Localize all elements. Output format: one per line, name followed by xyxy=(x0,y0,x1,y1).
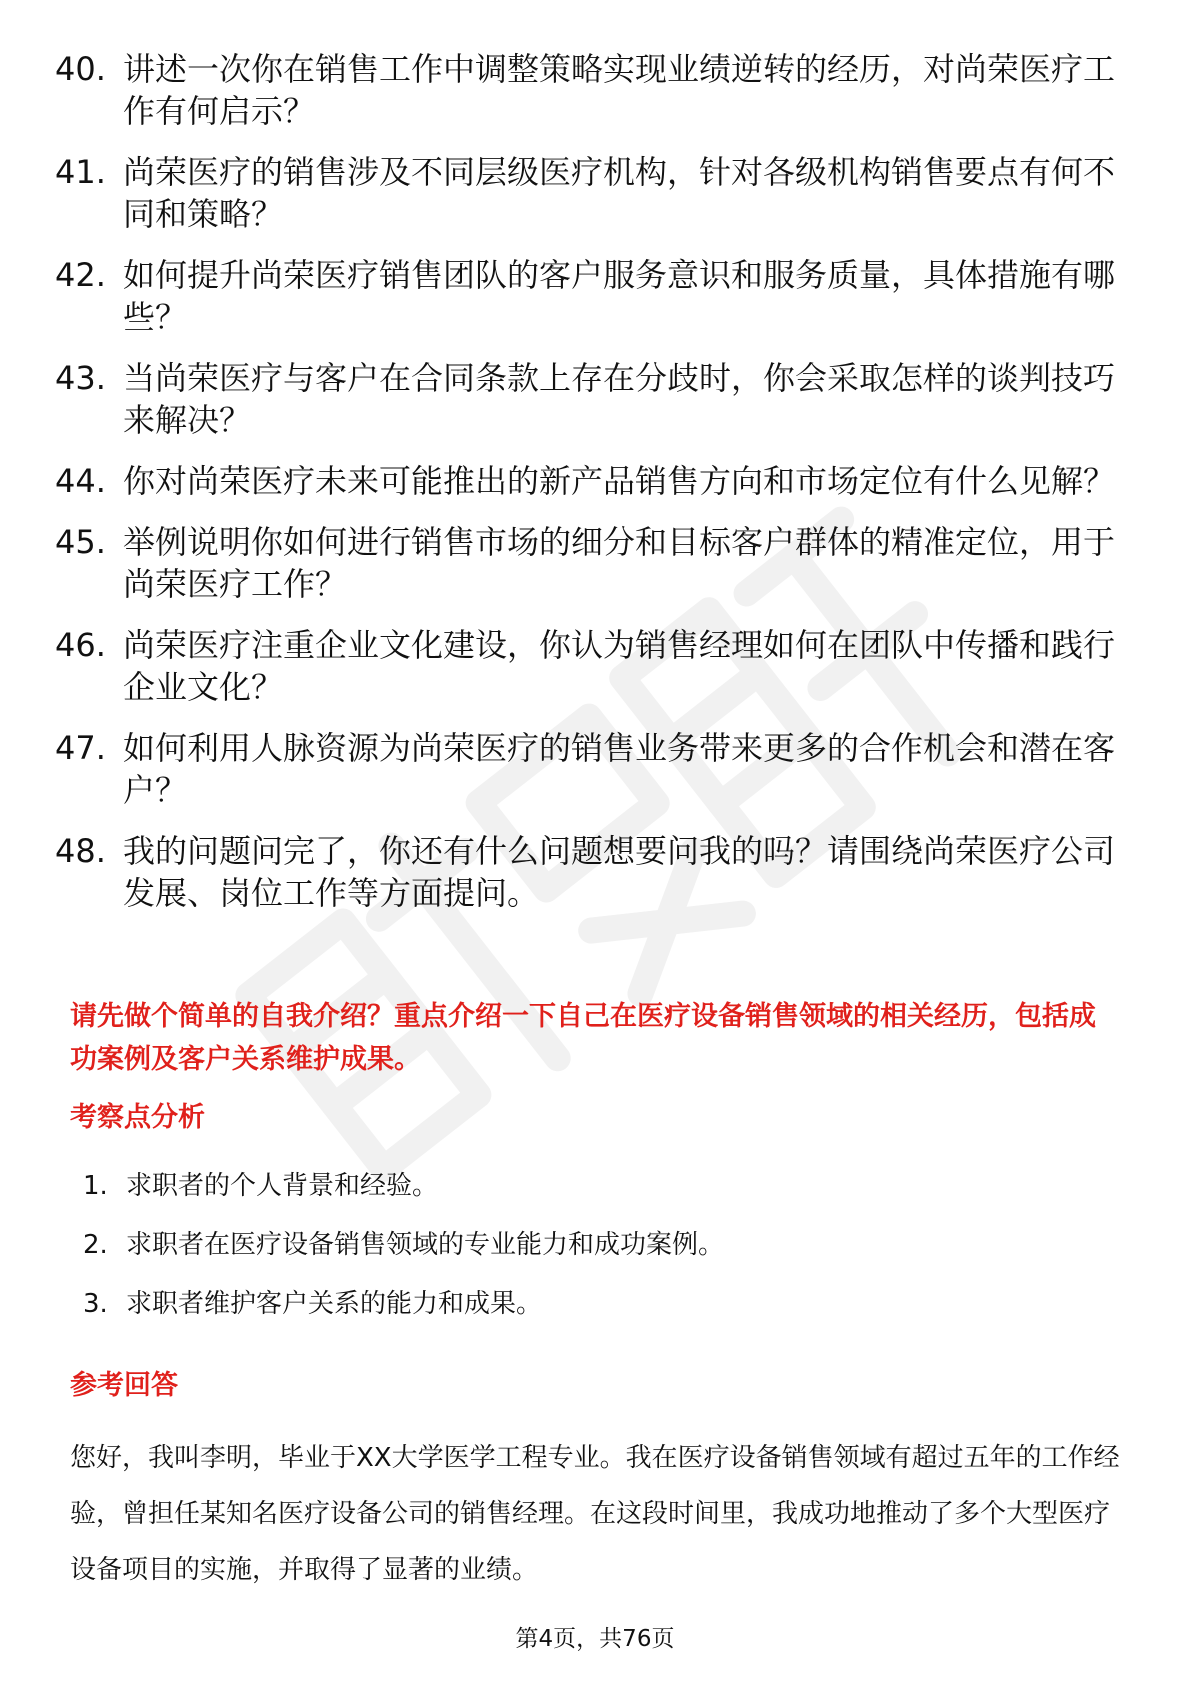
question-text: 如何利用人脉资源为尚荣医疗的销售业务带来更多的合作机会和潜在客户？ xyxy=(123,729,1116,809)
question-item xyxy=(55,48,1115,132)
question-item xyxy=(55,521,1115,605)
question-list xyxy=(55,48,1115,933)
page-footer: 第4页，共76页 xyxy=(515,1626,675,1652)
question-text: 我的问题问完了，你还有什么问题想要问我的吗？请围绕尚荣医疗公司发展、岗位工作等方面提问。 xyxy=(123,832,1116,912)
question-text: 讲述一次你在销售工作中调整策略实现业绩逆转的经历，对尚荣医疗工作有何启示？ xyxy=(123,50,1116,130)
question-text: 你对尚荣医疗未来可能推出的新产品销售方向和市场定位有什么见解？ xyxy=(123,462,1116,500)
question-item xyxy=(55,254,1115,338)
point-text: 求职者维护客户关系的能力和成果。 xyxy=(126,1289,543,1319)
question-number: 45. xyxy=(55,523,106,561)
point-text: 求职者的个人背景和经验。 xyxy=(126,1171,439,1201)
question-item xyxy=(55,460,1115,502)
question-text: 当尚荣医疗与客户在合同条款上存在分歧时，你会采取怎样的谈判技巧来解决？ xyxy=(123,359,1116,439)
question-item xyxy=(55,830,1115,914)
question-text: 尚荣医疗注重企业文化建设，你认为销售经理如何在团队中传播和践行企业文化？ xyxy=(123,626,1116,706)
analysis-points xyxy=(83,1168,1083,1345)
question-item xyxy=(55,151,1115,235)
question-item xyxy=(55,727,1115,811)
question-number: 42. xyxy=(55,256,106,294)
analysis-point xyxy=(83,1286,1083,1322)
point-number: 1. xyxy=(83,1171,108,1201)
point-number: 2. xyxy=(83,1230,108,1260)
analysis-heading: 考察点分析 xyxy=(70,1102,205,1133)
analysis-point xyxy=(83,1227,1083,1263)
question-text: 举例说明你如何进行销售市场的细分和目标客户群体的精准定位，用于尚荣医疗工作？ xyxy=(123,523,1116,603)
question-number: 40. xyxy=(55,50,106,88)
question-text: 如何提升尚荣医疗销售团队的客户服务意识和服务质量，具体措施有哪些？ xyxy=(123,256,1116,336)
question-number: 43. xyxy=(55,359,106,397)
reference-answer: 您好，我叫李明，毕业于XX大学医学工程专业。我在医疗设备销售领域有超过五年的工作经验，曾担任某知名医疗设备公司的销售经理。在这段时间里，我成功地推动了多个大型医疗设备项目的实施，并取得了显著的业绩。 xyxy=(70,1443,1120,1585)
point-text: 求职者在医疗设备销售领域的专业能力和成功案例。 xyxy=(126,1230,725,1260)
featured-question: 请先做个简单的自我介绍？重点介绍一下自己在医疗设备销售领域的相关经历，包括成功案例及客户关系维护成果。 xyxy=(70,1001,1096,1075)
analysis-point xyxy=(83,1168,1083,1204)
question-text: 尚荣医疗的销售涉及不同层级医疗机构，针对各级机构销售要点有何不同和策略？ xyxy=(123,153,1116,233)
question-item xyxy=(55,357,1115,441)
question-number: 44. xyxy=(55,462,106,500)
question-item xyxy=(55,624,1115,708)
point-number: 3. xyxy=(83,1289,108,1319)
question-number: 47. xyxy=(55,729,106,767)
reference-heading: 参考回答 xyxy=(70,1370,178,1401)
question-number: 48. xyxy=(55,832,106,870)
question-number: 41. xyxy=(55,153,106,191)
question-number: 46. xyxy=(55,626,106,664)
